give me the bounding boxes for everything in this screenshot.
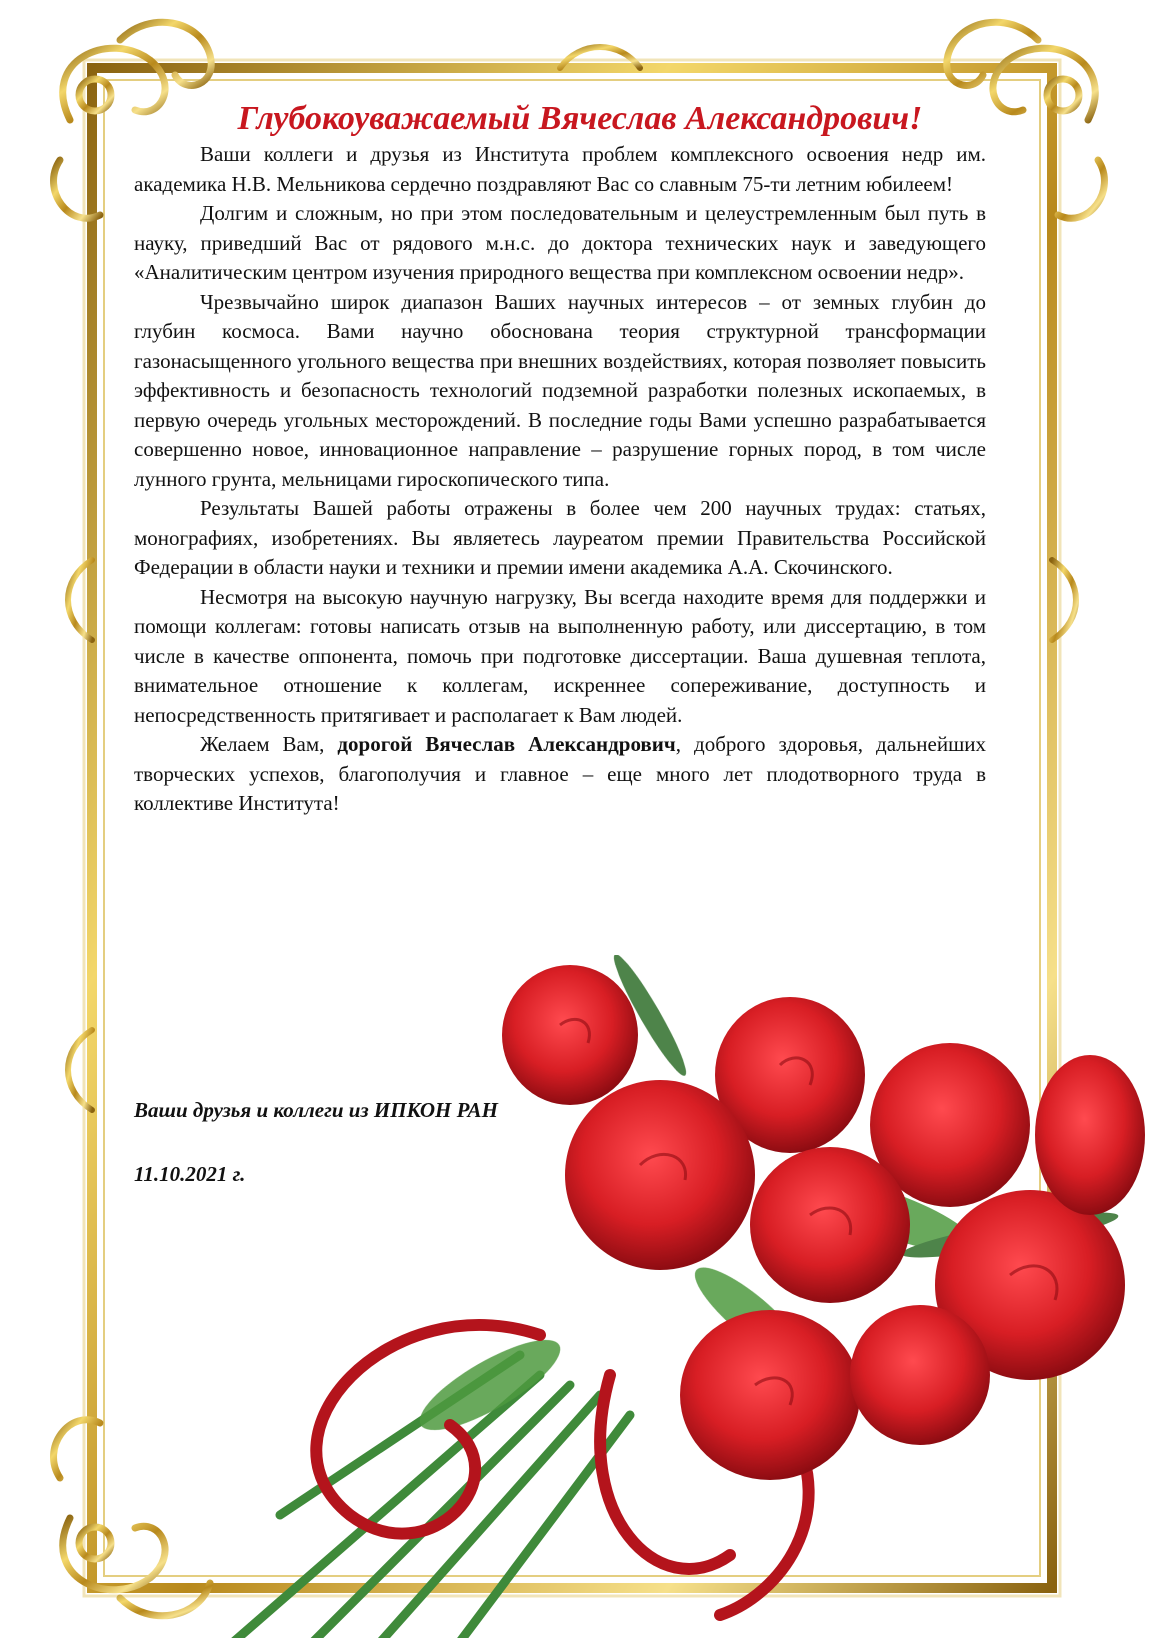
letter-body [134,140,986,819]
greeting-title: Глубокоуважаемый Вячеслав Александрович! [237,100,923,137]
wish-lead: Желаем Вам, [200,732,338,756]
paragraph: Чрезвычайно широк диапазон Ваших научных интересов – от земных глубин до глубин космоса. Вами научно обоснована теория структурной трансформации газонасыщенного угольного вещества при внешних воздействиях, которая позволяет повысить эффективность и безопасность технологий подземной разработки полезных ископаемых, в первую очередь угольных месторождений. В последние годы Вами успешно разрабатывается совершенно новое, инновационное направление – разрушение горных пород, в том числе лунного грунта, мельницами гироскопического типа. [134,289,986,491]
wish-paragraph [134,730,986,819]
signature-line: Ваши друзья и коллеги из ИПКОН РАН [134,1098,498,1122]
letter-date: 11.10.2021 г. [134,1162,246,1186]
wish-addressee: дорогой Вячеслав Александрович [337,732,676,756]
paragraph: Долгим и сложным, но при этом последовательным и целеустремленным был путь в науку, приведший Вас от рядового м.н.с. до доктора технических наук и заведующего «Аналитическим центром изучения природного вещества при комплексном освоении недр». [134,201,986,284]
rose-bouquet-image [190,955,1158,1638]
wish-rest: , доброго здоровья, дальнейших творческих успехов, благополучия и главное – еще много лет плодотворного труда в коллективе Института! [134,732,986,815]
paragraph: Результаты Вашей работы отражены в более чем 200 научных трудах: статьях, монографиях, изобретениях. Вы являетесь лауреатом премии Правительства Российской Федерации в области науки и техники и премии имени академика А.А. Скочинского. [134,496,986,579]
rose-stems [230,1355,630,1638]
paragraph: Несмотря на высокую научную нагрузку, Вы всегда находите время для поддержки и помощи коллегам: готовы написать отзыв на выполненную работу, или диссертацию, в том числе в качестве оппонента, помочь при подготовке диссертации. Ваша душевная теплота, внимательное отношение к коллегам, искреннее сопереживание, доступность и непосредственность притягивает и располагает к Вам людей. [134,584,986,727]
paragraph: Ваши коллеги и друзья из Института проблем комплексного освоения недр им. академика Н.В. Мельникова сердечно поздравляют Вас со славным 75-ти летним юбилеем! [134,142,986,196]
